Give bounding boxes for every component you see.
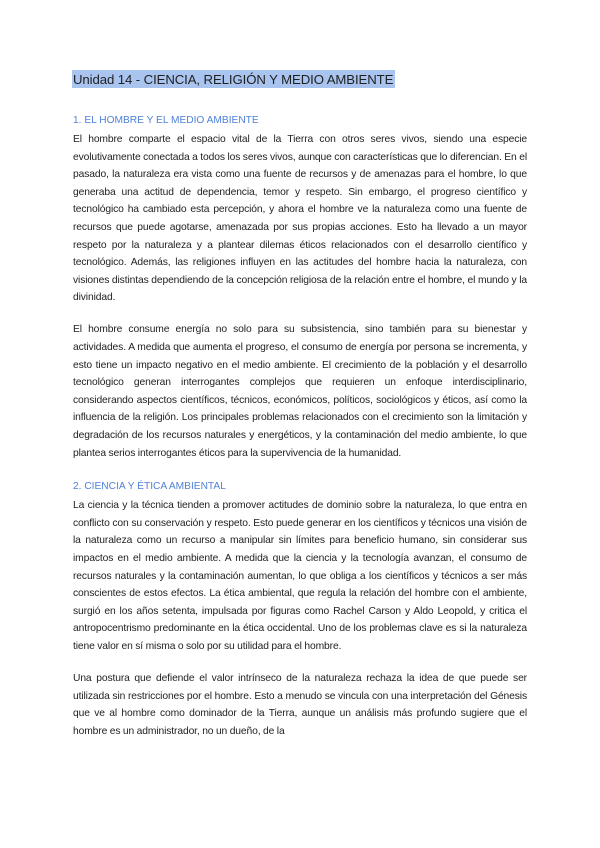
section-heading: 1. EL HOMBRE Y EL MEDIO AMBIENTE xyxy=(73,115,259,126)
paragraph: El hombre consume energía no solo para su subsistencia, sino también para su bienestar y actividades. A medida que aumenta el progreso, el consumo de energía por persona se incrementa, y esto tiene un impacto negativo en el medio ambiente. El crecimiento de la población y el desarrollo tecnológico generan interrogantes complejos que requieren un enfoque interdisciplinario, considerando aspectos científicos, técnicos, económicos, políticos, sociológicos y éticos, así como la influencia de la religión. Los principales problemas relacionados con el crecimiento son la limitación y degradación de los recursos naturales y energéticos, y la contaminación del medio ambiente, lo que plantea serios interrogantes éticos para la supervivencia de la humanidad. xyxy=(73,324,527,459)
paragraph: Una postura que defiende el valor intrínseco de la naturaleza rechaza la idea de que puede ser utilizada sin restricciones por el hombre. Esto a menudo se vincula con una interpretación del Génesis que ve al hombre como dominador de la Tierra, aunque un análisis más profundo sugiere que el hombre es un administrador, no un dueño, de la xyxy=(73,673,527,737)
document-title: Unidad 14 - CIENCIA, RELIGIÓN Y MEDIO AMBIENTE xyxy=(73,72,394,87)
section-hombre-medio-ambiente xyxy=(73,114,527,462)
section-ciencia-etica-ambiental xyxy=(73,480,527,740)
paragraph: La ciencia y la técnica tienden a promover actitudes de dominio sobre la naturaleza, lo que entra en conflicto con su conservación y respeto. Esto puede generar en los científicos y técnicos una visión de la naturaleza como un recurso a manipular sin límites para beneficio humano, sin considerar sus impactos en el medio ambiente. A medida que la ciencia y la tecnología avanzan, el consumo de recursos naturales y la contaminación aumentan, lo que obliga a los científicos y técnicos a ser más conscientes de estos efectos. La ética ambiental, que regula la relación del hombre con el ambiente, surgió en los años setenta, impulsada por figuras como Rachel Carson y Aldo Leopold, y critica el antropocentrismo predominante en la ética occidental. Uno de los problemas clave es si la naturaleza tiene valor en sí misma o solo por su utilidad para el hombre. xyxy=(73,500,527,652)
paragraph: El hombre comparte el espacio vital de la Tierra con otros seres vivos, siendo una especie evolutivamente conectada a todos los seres vivos, aunque con características que lo diferencian. En el pasado, la naturaleza era vista como una fuente de recursos y de amenazas para el hombre, lo que generaba una actitud de dependencia, temor y respeto. Sin embargo, el progreso científico y tecnológico ha cambiado esta percepción, y ahora el hombre ve la naturaleza como una fuente de recursos que puede agotarse, amenazada por sus propias acciones. Esto ha llevado a un mayor respeto por la naturaleza y a plantear dilemas éticos relacionados con el desarrollo científico y tecnológico. Además, las religiones influyen en las actitudes del hombre hacia la naturaleza, con visiones distintas dependiendo de la concepción religiosa de la relación entre el hombre, el mundo y la divinidad. xyxy=(73,134,527,304)
section-heading: 2. CIENCIA Y ÉTICA AMBIENTAL xyxy=(73,481,226,493)
